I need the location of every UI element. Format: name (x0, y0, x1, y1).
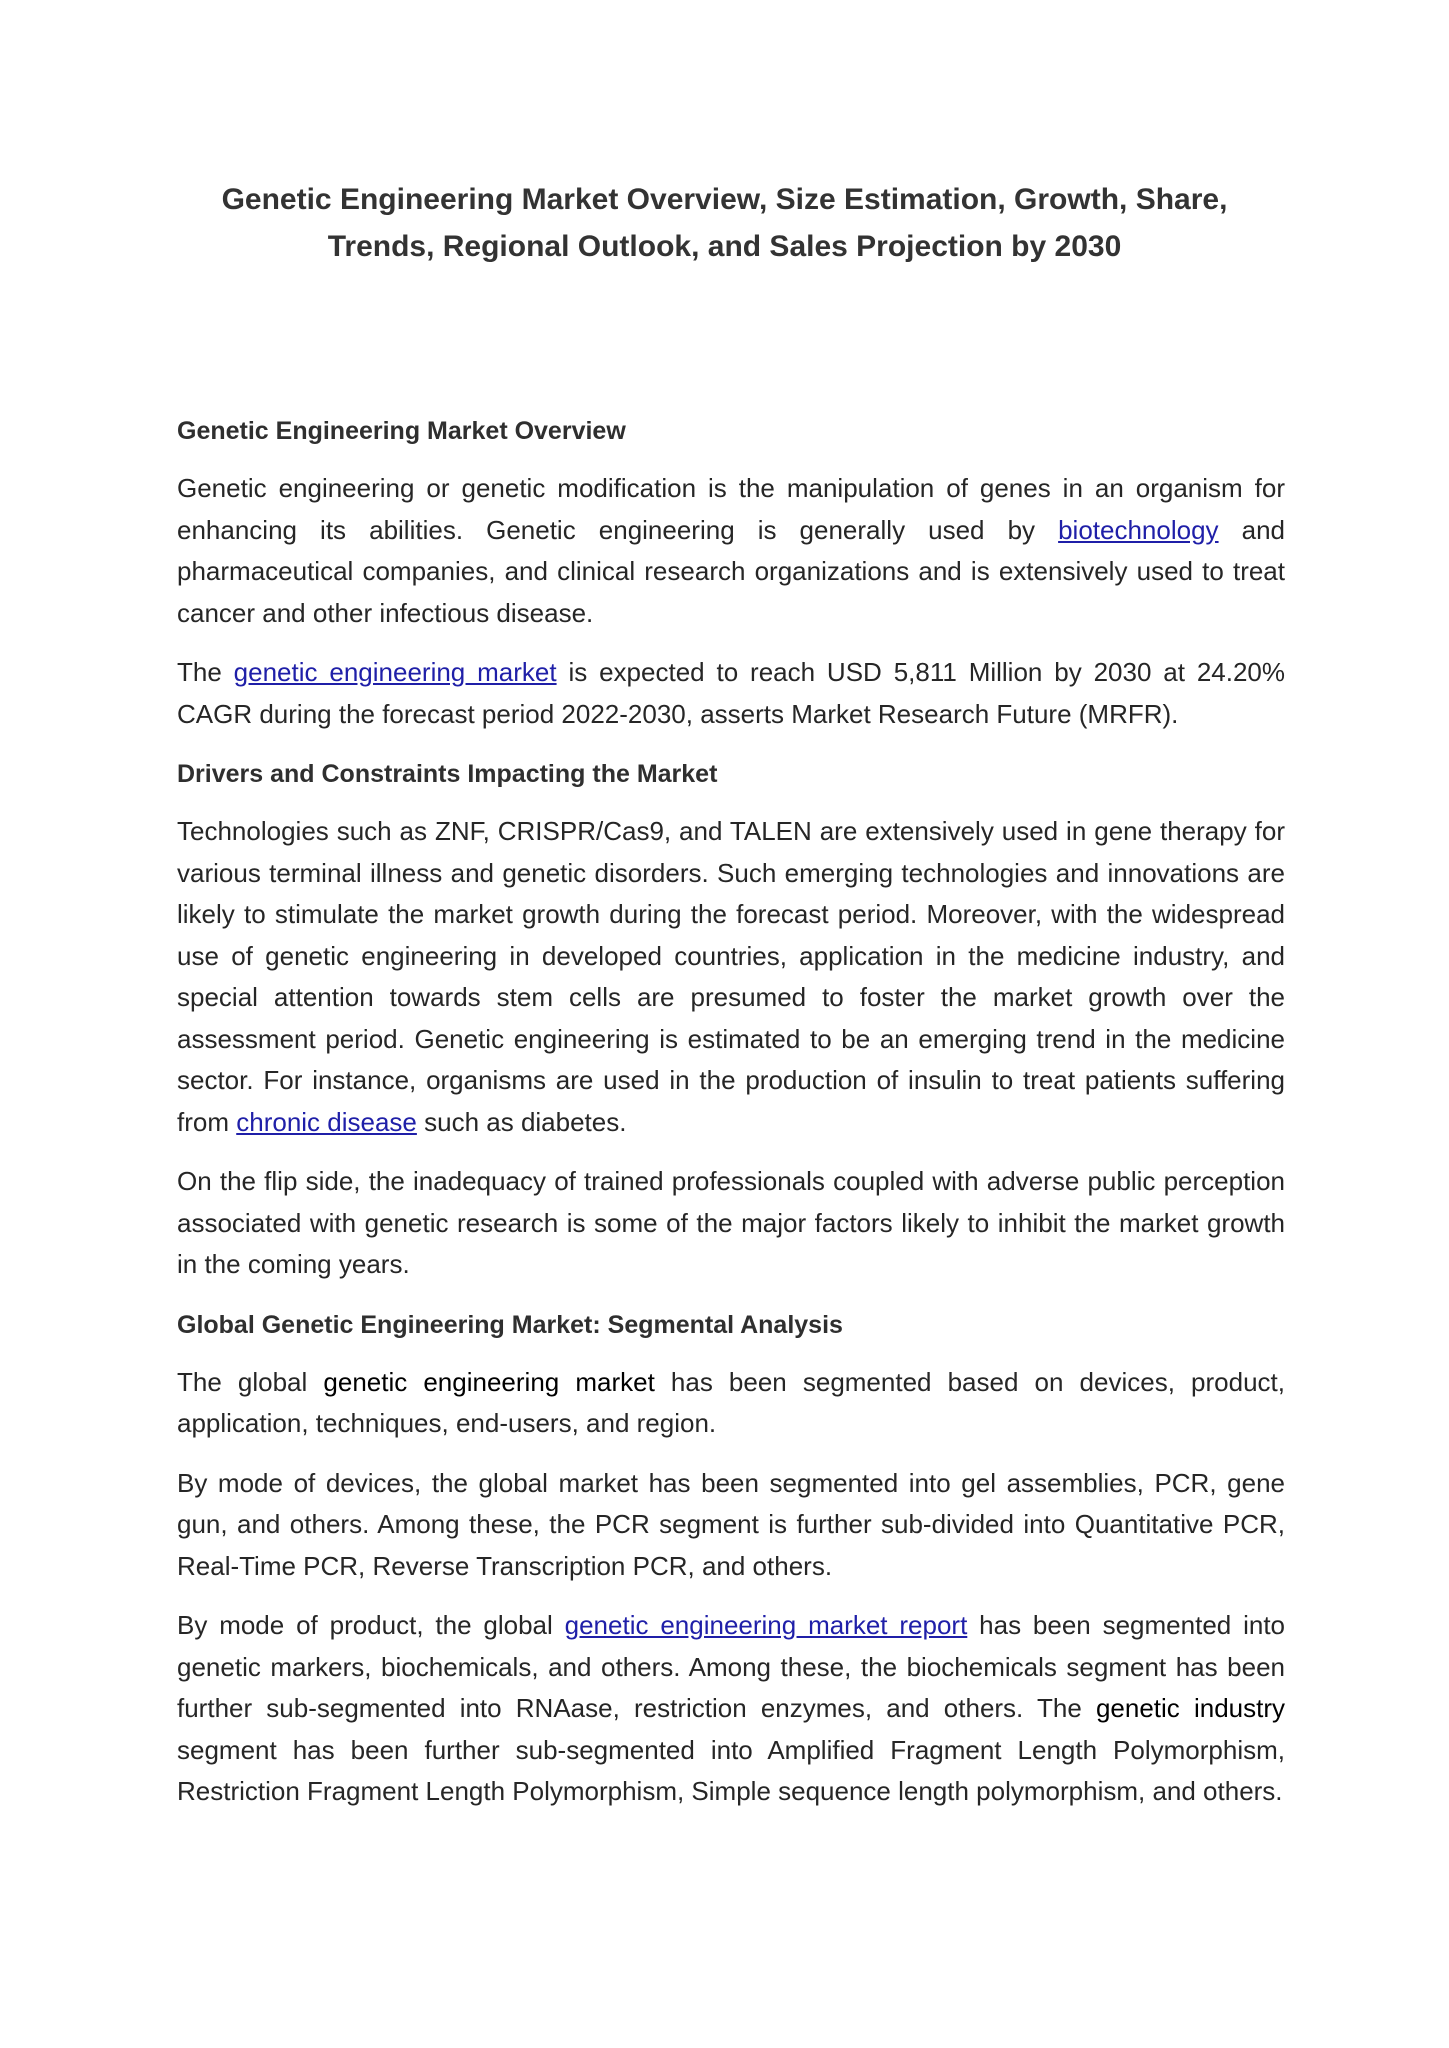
overview-p1-text-b: and pharmaceutical companies, and clinical research organizations and is extensively used to treat cancer and other infectious disease. (177, 514, 1286, 628)
drivers-paragraph-2: On the flip side, the inadequacy of trained professionals coupled with adverse public perception associated with genetic research is some of the major factors likely to inhibit the market growth in the coming years. (177, 1166, 1285, 1279)
drivers-p1-text-a: Technologies such as ZNF, CRISPR/Cas9, and TALEN are extensively used in gene therapy for various terminal illness and genetic disorders. Such emerging technologies and innovations are likely to stimulate the market growth during the forecast period. Moreover, with the widespread use of genetic engineering in developed countries, application in the medicine industry, and special attention towards stem cells are presumed to foster the market growth over the assessment period. Genetic engineering is estimated to be an emerging trend in the medicine sector. For instance, organisms are used in the production of insulin to treat patients suffering from (177, 816, 1285, 1137)
section-heading-drivers: Drivers and Constraints Impacting the Market (177, 760, 718, 788)
segmental-p3-text-c: segment has been further sub-segmented into Amplified Fragment Length Polymorphism, Restriction Fragment Length Polymorphism, Simple sequence length polymorphism, and others. (177, 1734, 1285, 1806)
drivers-paragraph-1 (177, 811, 1285, 1143)
drivers-p1-text-b: such as diabetes. (416, 1106, 627, 1137)
segmental-p1-highlight: genetic engineering market (323, 1366, 655, 1397)
section-heading-segmental: Global Genetic Engineering Market: Segmental Analysis (177, 1310, 843, 1339)
overview-p2-text-b: is expected to reach USD 5,811 Million by 2030 at 24.20% CAGR during the forecast period 2022-2030, asserts Market Research Future (MRFR). (177, 657, 1285, 729)
section-heading-overview: Genetic Engineering Market Overview (177, 417, 626, 445)
segmental-p1-text-a: The global (177, 1366, 324, 1397)
genetic-engineering-market-report-link[interactable]: genetic engineering market report (564, 1610, 968, 1640)
document-title (200, 176, 1249, 270)
genetic-engineering-market-link[interactable]: genetic engineering market (233, 657, 557, 687)
overview-p2-text-a: The (177, 657, 234, 687)
segmental-p3-highlight: genetic industry (1095, 1693, 1285, 1723)
segmental-p3-text-a: By mode of product, the global (177, 1610, 565, 1640)
overview-paragraph-2 (177, 652, 1285, 735)
title-line-2: Trends, Regional Outlook, and Sales Projection by 2030 (327, 230, 1122, 263)
biotechnology-link[interactable]: biotechnology (1058, 514, 1219, 545)
overview-paragraph-1 (177, 468, 1285, 634)
segmental-paragraph-1 (177, 1362, 1285, 1445)
overview-p1-text-a: Genetic engineering or genetic modification is the manipulation of genes in an organism for enhancing its abilities. Genetic engineering is generally used by (177, 473, 1285, 545)
segmental-p3-text-b: has been segmented into genetic markers, biochemicals, and others. Among these, the biochemicals segment has been further sub-segmented into RNAase, restriction enzymes, and others. The (177, 1610, 1286, 1723)
segmental-paragraph-2: By mode of devices, the global market has been segmented into gel assemblies, PCR, gene gun, and others. Among these, the PCR segment is further sub-divided into Quantitative PCR, Real-Time PCR, Reverse Transcription PCR, and others. (177, 1467, 1285, 1581)
segmental-p1-text-b: has been segmented based on devices, product, application, techniques, end-users, and region. (177, 1366, 1285, 1438)
chronic-disease-link[interactable]: chronic disease (236, 1106, 417, 1137)
segmental-paragraph-3 (177, 1605, 1285, 1813)
document-body (177, 410, 1285, 1831)
title-line-1: Genetic Engineering Market Overview, Size Estimation, Growth, Share, (221, 183, 1228, 216)
